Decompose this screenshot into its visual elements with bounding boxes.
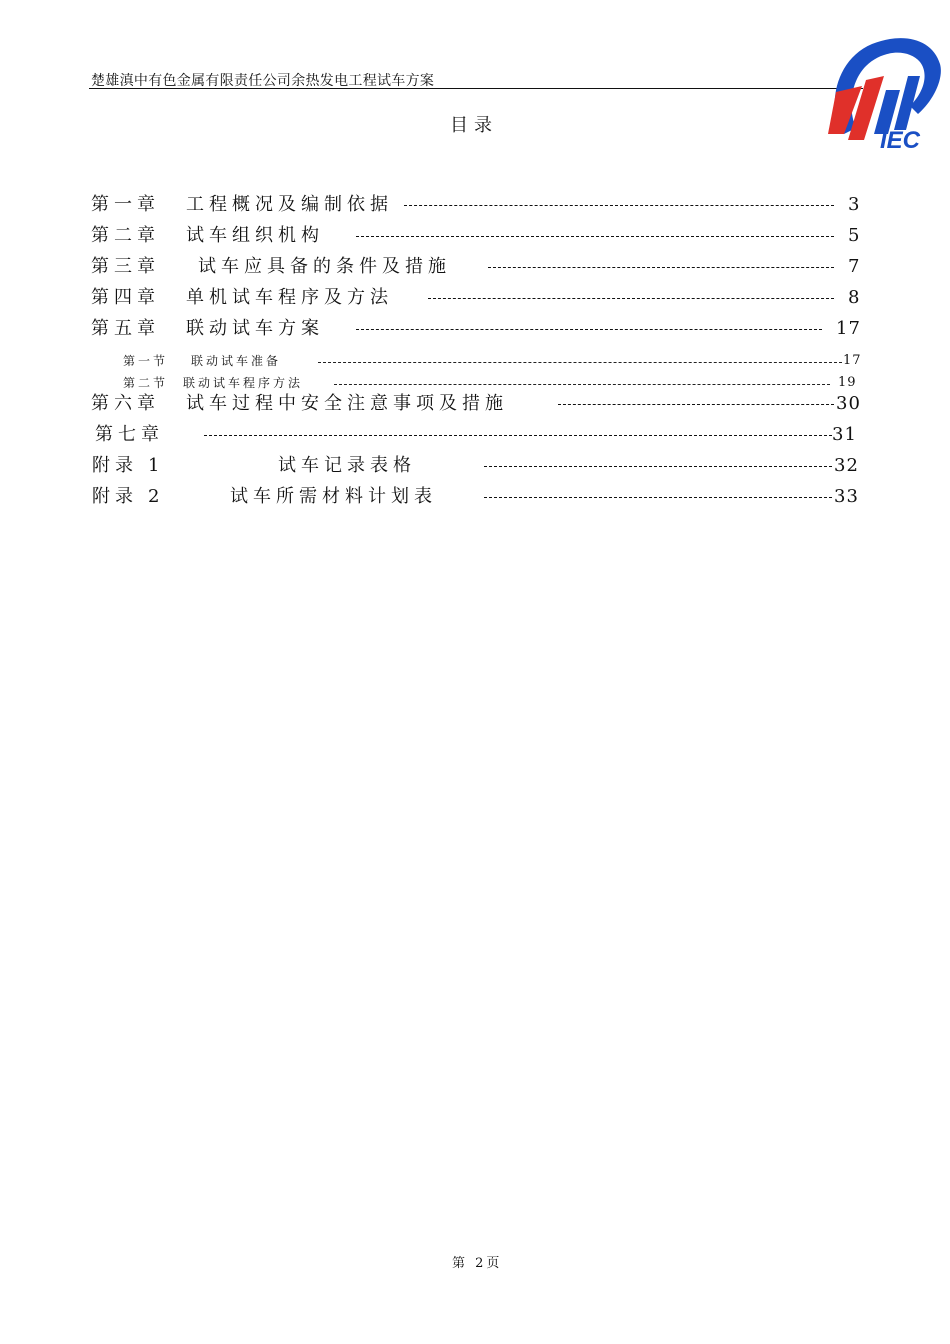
- toc-entry-page: 17: [843, 353, 862, 368]
- toc-entry-page: 5: [848, 225, 861, 246]
- toc-entry-page: 8: [848, 287, 861, 308]
- toc-entry[interactable]: [0, 454, 950, 478]
- toc-entry-page: 17: [836, 318, 861, 339]
- toc-entry-page: 32: [834, 455, 859, 476]
- toc-entry-page: 19: [838, 375, 857, 390]
- toc-entry[interactable]: [0, 485, 950, 509]
- logo-text: IEC: [880, 127, 921, 154]
- toc-entry-sub: 2: [148, 486, 165, 507]
- toc-leader: [488, 267, 834, 268]
- toc-leader: [318, 362, 842, 363]
- toc-leader: [356, 329, 822, 330]
- toc-entry[interactable]: [0, 286, 950, 310]
- toc-entry-num: 第四章: [91, 287, 160, 308]
- toc-entry-label: 联动试车方案: [186, 318, 324, 339]
- toc-entry-num: 第一章: [91, 194, 160, 215]
- toc-entry[interactable]: [0, 255, 950, 279]
- toc-entry-num: 第五章: [91, 318, 160, 339]
- toc-entry[interactable]: [0, 224, 950, 248]
- toc-entry-page: 30: [836, 393, 861, 414]
- toc-entry-label: 试车记录表格: [278, 455, 416, 476]
- toc-entry-num: 附录: [92, 455, 138, 476]
- company-logo: [822, 30, 948, 154]
- toc-leader: [204, 435, 832, 436]
- toc-entry[interactable]: [0, 392, 950, 416]
- toc-entry-num: 第一节: [123, 354, 169, 368]
- toc-entry[interactable]: [0, 317, 950, 341]
- toc-leader: [558, 404, 834, 405]
- toc-entry-num: 第三章: [91, 256, 160, 277]
- toc-entry-label: 单机试车程序及方法: [186, 287, 393, 308]
- toc-entry[interactable]: [0, 423, 950, 447]
- header-divider: [89, 88, 863, 89]
- toc-subentry[interactable]: [0, 353, 950, 377]
- toc-entry-label: 试车应具备的条件及措施: [198, 256, 451, 277]
- toc-entry-label: 试车组织机构: [186, 225, 324, 246]
- toc-leader: [484, 497, 832, 498]
- toc-entry-sub: 1: [148, 455, 165, 476]
- toc-leader: [356, 236, 834, 237]
- toc-leader: [484, 466, 832, 467]
- toc-entry-page: 33: [834, 486, 859, 507]
- toc-leader: [428, 298, 834, 299]
- toc-entry-num: 第六章: [91, 393, 160, 414]
- toc-entry-page: 31: [832, 424, 857, 445]
- toc-entry-page: 7: [848, 256, 861, 277]
- toc-entry-label: 试车过程中安全注意事项及措施: [186, 393, 508, 414]
- toc-entry[interactable]: [0, 193, 950, 217]
- toc-title: 目录: [450, 115, 498, 136]
- toc-leader: [404, 205, 834, 206]
- page-number: 第 2页: [452, 1256, 503, 1271]
- toc-entry-num: 附录: [92, 486, 138, 507]
- toc-leader: [334, 384, 830, 385]
- toc-entry-page: 3: [848, 194, 861, 215]
- toc-entry-num: 第二章: [91, 225, 160, 246]
- toc-entry-label: 联动试车准备: [191, 354, 282, 368]
- toc-entry-num: 第七章: [95, 424, 164, 445]
- header-title: 楚雄滇中有色金属有限责任公司余热发电工程试车方案: [91, 73, 435, 89]
- toc-entry-num: 第二节: [123, 376, 169, 390]
- toc-entry-label: 工程概况及编制依据: [186, 194, 393, 215]
- toc-entry-label: 联动试车程序方法: [183, 376, 304, 390]
- toc-entry-label: 试车所需材料计划表: [230, 486, 437, 507]
